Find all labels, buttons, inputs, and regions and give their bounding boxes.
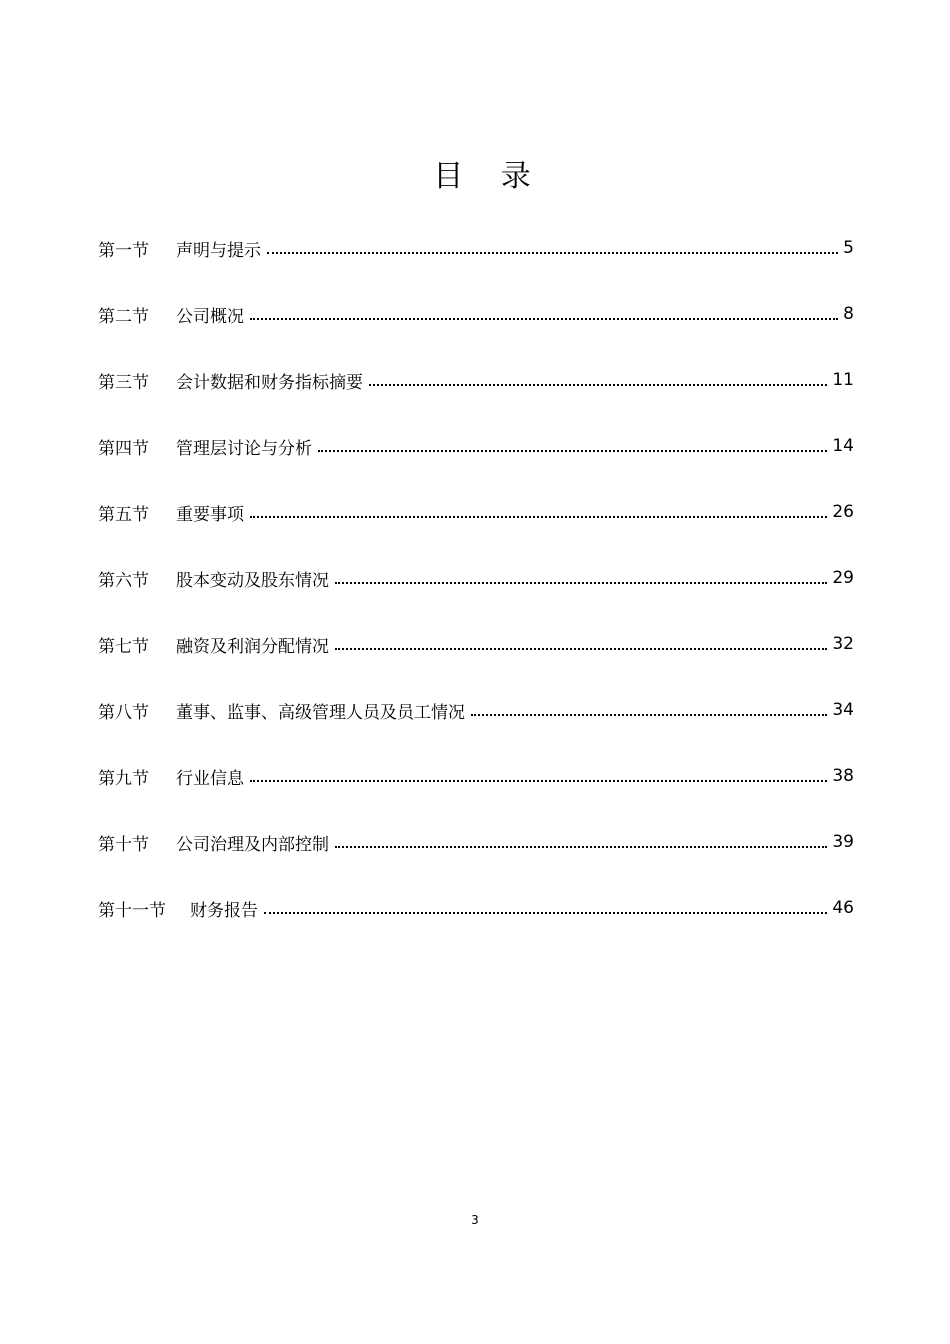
toc-item[interactable]	[98, 364, 854, 396]
toc-dot-leader	[335, 846, 827, 848]
toc-dot-leader	[369, 384, 827, 386]
toc-page-number: 14	[832, 436, 854, 456]
toc-page-number: 39	[832, 832, 854, 852]
toc-page-number: 34	[832, 700, 854, 720]
toc-section-name: 董事、监事、高级管理人员及员工情况	[176, 702, 465, 723]
toc-dot-leader	[250, 516, 827, 518]
toc-section-number: 第八节	[98, 702, 149, 723]
toc-page-number: 11	[832, 370, 854, 390]
toc-section-name: 重要事项	[176, 504, 244, 525]
toc-section-number: 第一节	[98, 240, 149, 261]
toc-section-number: 第九节	[98, 768, 149, 789]
toc-item[interactable]	[98, 628, 854, 660]
toc-title: 目 录	[433, 159, 545, 194]
toc-section-name: 财务报告	[190, 900, 258, 921]
toc-item[interactable]	[98, 892, 854, 924]
toc-section-name: 管理层讨论与分析	[176, 438, 312, 459]
toc-dot-leader	[267, 252, 838, 254]
toc-section-name: 行业信息	[176, 768, 244, 789]
toc-section-number: 第六节	[98, 570, 149, 591]
toc-dot-leader	[264, 912, 827, 914]
toc-item[interactable]	[98, 562, 854, 594]
toc-item[interactable]	[98, 232, 854, 264]
toc-section-name: 会计数据和财务指标摘要	[176, 372, 363, 393]
toc-section-number: 第四节	[98, 438, 149, 459]
toc-section-name: 公司治理及内部控制	[176, 834, 329, 855]
toc-section-name: 股本变动及股东情况	[176, 570, 329, 591]
toc-item[interactable]	[98, 826, 854, 858]
toc-item[interactable]	[98, 760, 854, 792]
toc-dot-leader	[250, 318, 838, 320]
toc-dot-leader	[318, 450, 827, 452]
toc-dot-leader	[471, 714, 827, 716]
toc-page-number: 26	[832, 502, 854, 522]
toc-section-name: 融资及利润分配情况	[176, 636, 329, 657]
toc-item[interactable]	[98, 694, 854, 726]
toc-page-number: 32	[832, 634, 854, 654]
toc-section-name: 声明与提示	[176, 240, 261, 261]
toc-page-number: 46	[832, 898, 854, 918]
toc-item[interactable]	[98, 496, 854, 528]
toc-dot-leader	[335, 582, 827, 584]
toc-section-number: 第三节	[98, 372, 149, 393]
toc-section-number: 第七节	[98, 636, 149, 657]
toc-dot-leader	[335, 648, 827, 650]
toc-page-number: 38	[832, 766, 854, 786]
toc-page-number: 8	[843, 304, 854, 324]
toc-item[interactable]	[98, 298, 854, 330]
toc-section-number: 第二节	[98, 306, 149, 327]
toc-page-number: 29	[832, 568, 854, 588]
toc-section-number: 第十节	[98, 834, 149, 855]
footer-page-number: 3	[471, 1213, 479, 1227]
toc-section-number: 第五节	[98, 504, 149, 525]
toc-section-number: 第十一节	[98, 900, 166, 921]
toc-page-number: 5	[843, 238, 854, 258]
toc-section-name: 公司概况	[176, 306, 244, 327]
toc-dot-leader	[250, 780, 827, 782]
toc-item[interactable]	[98, 430, 854, 462]
